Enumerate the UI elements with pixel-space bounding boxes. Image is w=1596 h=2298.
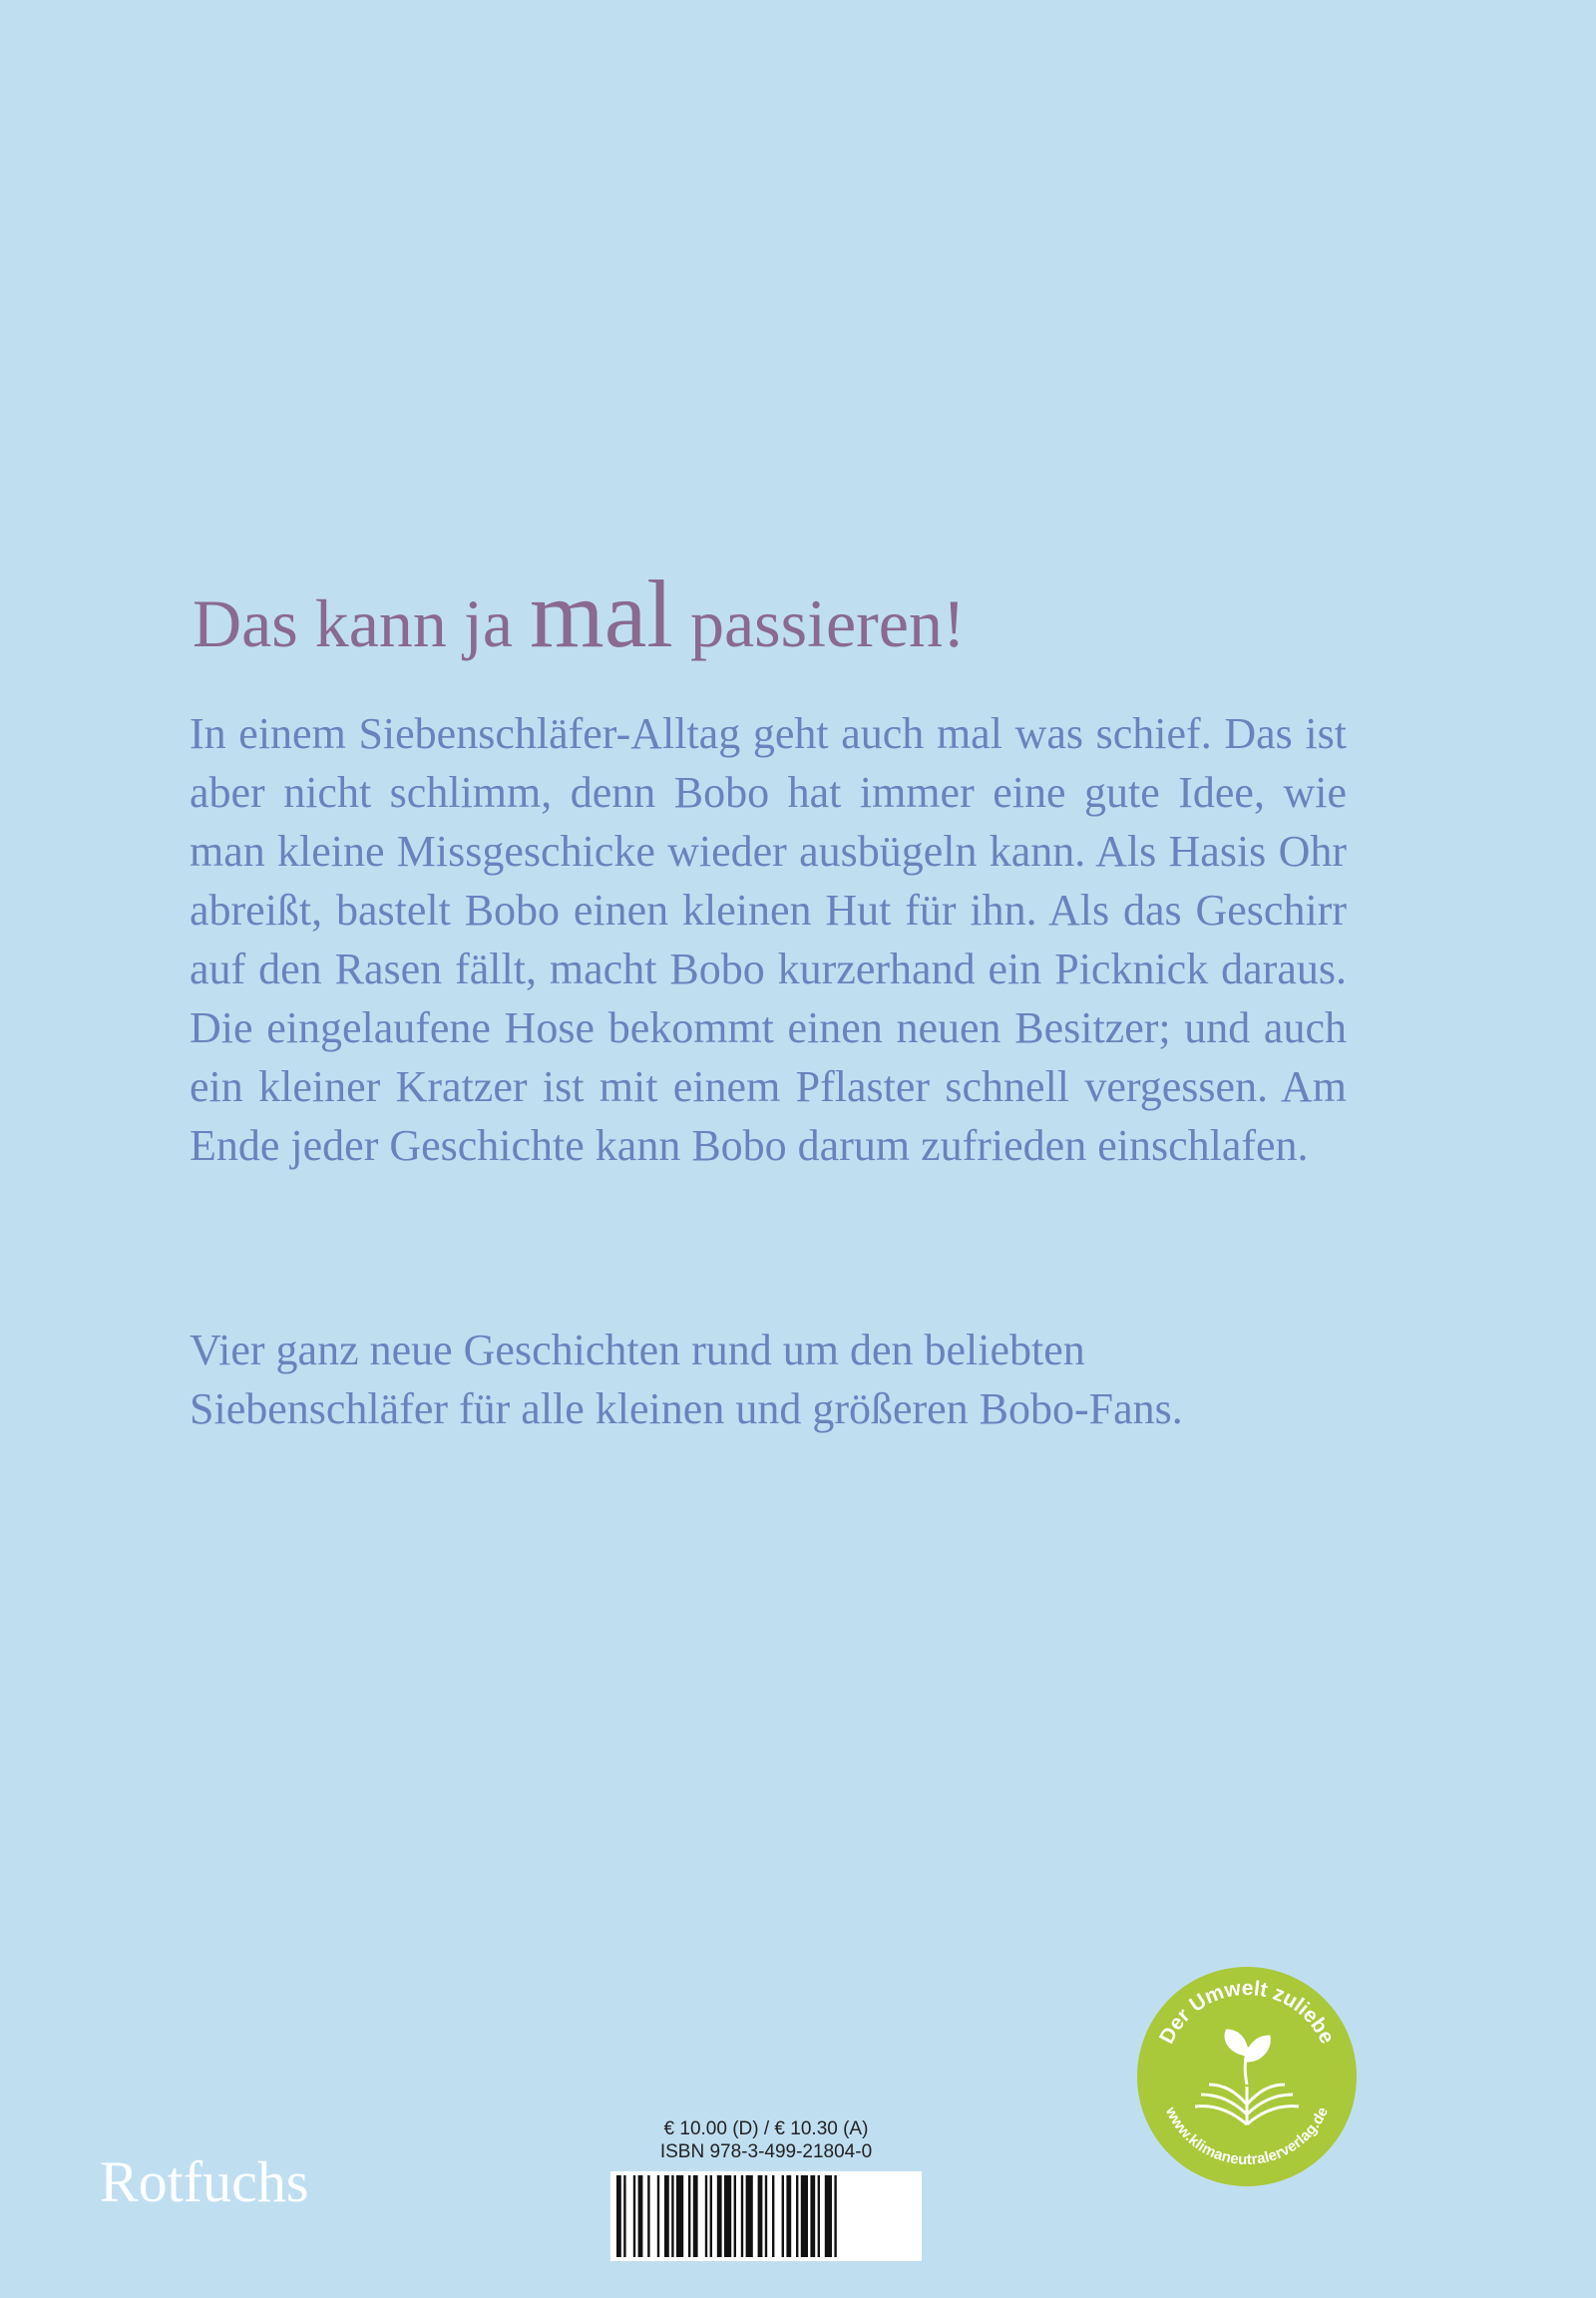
- headline-after: passieren!: [689, 585, 966, 661]
- headline-emphasis: mal: [530, 561, 673, 667]
- barcode-bar: [772, 2175, 774, 2257]
- barcode-bar: [623, 2175, 625, 2257]
- barcode-bar: [705, 2175, 707, 2257]
- headline: [193, 559, 966, 669]
- barcode-bar: [825, 2175, 832, 2257]
- barcode-bar: [741, 2175, 743, 2257]
- barcode-bar: [810, 2175, 815, 2257]
- price-text: € 10.00 (D) / € 10.30 (A): [663, 2118, 869, 2139]
- barcode-bar: [724, 2175, 731, 2257]
- publisher-logo: Rotfuchs: [100, 2149, 309, 2214]
- barcode-bar: [786, 2175, 791, 2257]
- barcode-bar: [657, 2175, 659, 2257]
- isbn-text: ISBN 978-3-499-21804-0: [659, 2141, 873, 2162]
- barcode-bar: [734, 2175, 736, 2257]
- price-isbn-block: [610, 2117, 922, 2261]
- barcode-bar: [638, 2175, 643, 2257]
- blurb-text-1: In einem Siebenschläfer-Alltag geht auch mal was schief. Das ist aber nicht schlimm, denn Bobo hat immer eine gute Idee, wie man kleine Missgeschicke wieder ausbügeln kann.: [190, 709, 1347, 876]
- barcode-bar: [818, 2175, 820, 2257]
- headline-before: Das kann ja: [193, 585, 514, 661]
- barcode-bar: [647, 2175, 649, 2257]
- barcode-bar: [746, 2175, 753, 2257]
- blurb-text-2: Als Hasis Ohr abreißt, bastelt Bobo einen kleinen Hut für ihn. Als das Geschirr auf den Rasen fällt, macht Bobo kurzerhand ein Picknick daraus. Die eingelaufene Hose bekommt einen neuen Besitzer; und auch ein kleiner Kratzer ist mit einem Pflaster schnell vergessen. Am Ende jeder Geschichte kann Bobo darum zufrieden einschlafen.: [190, 827, 1347, 1170]
- barcode-bar: [717, 2175, 722, 2257]
- badge-bottom-text: www.klimaneutralerverlag.de: [1161, 2104, 1333, 2169]
- eco-badge: [1135, 1965, 1359, 2188]
- barcode-graphic: [610, 2171, 922, 2261]
- barcode-bar: [765, 2175, 767, 2257]
- barcode-bar: [616, 2175, 621, 2257]
- barcode: [610, 2171, 922, 2261]
- barcode-bar: [664, 2175, 669, 2257]
- blurb-paragraph-2: Vier ganz neue Geschichten rund um den beliebten Siebenschläfer für alle kleinen und größeren Bobo-Fans.: [190, 1326, 1183, 1433]
- badge-top-text: Der Umwelt zuliebe: [1155, 1976, 1340, 2048]
- barcode-bar: [676, 2175, 683, 2257]
- barcode-bar: [633, 2175, 635, 2257]
- blurb-paragraph-1: [190, 704, 1347, 1175]
- barcode-bar: [693, 2175, 698, 2257]
- barcode-bar: [688, 2175, 690, 2257]
- barcode-bar: [671, 2175, 673, 2257]
- barcode-bar: [834, 2175, 836, 2257]
- barcode-bar: [758, 2175, 763, 2257]
- barcode-bar: [796, 2175, 798, 2257]
- barcode-bar: [782, 2175, 784, 2257]
- barcode-bar: [801, 2175, 808, 2257]
- barcode-bar: [710, 2175, 712, 2257]
